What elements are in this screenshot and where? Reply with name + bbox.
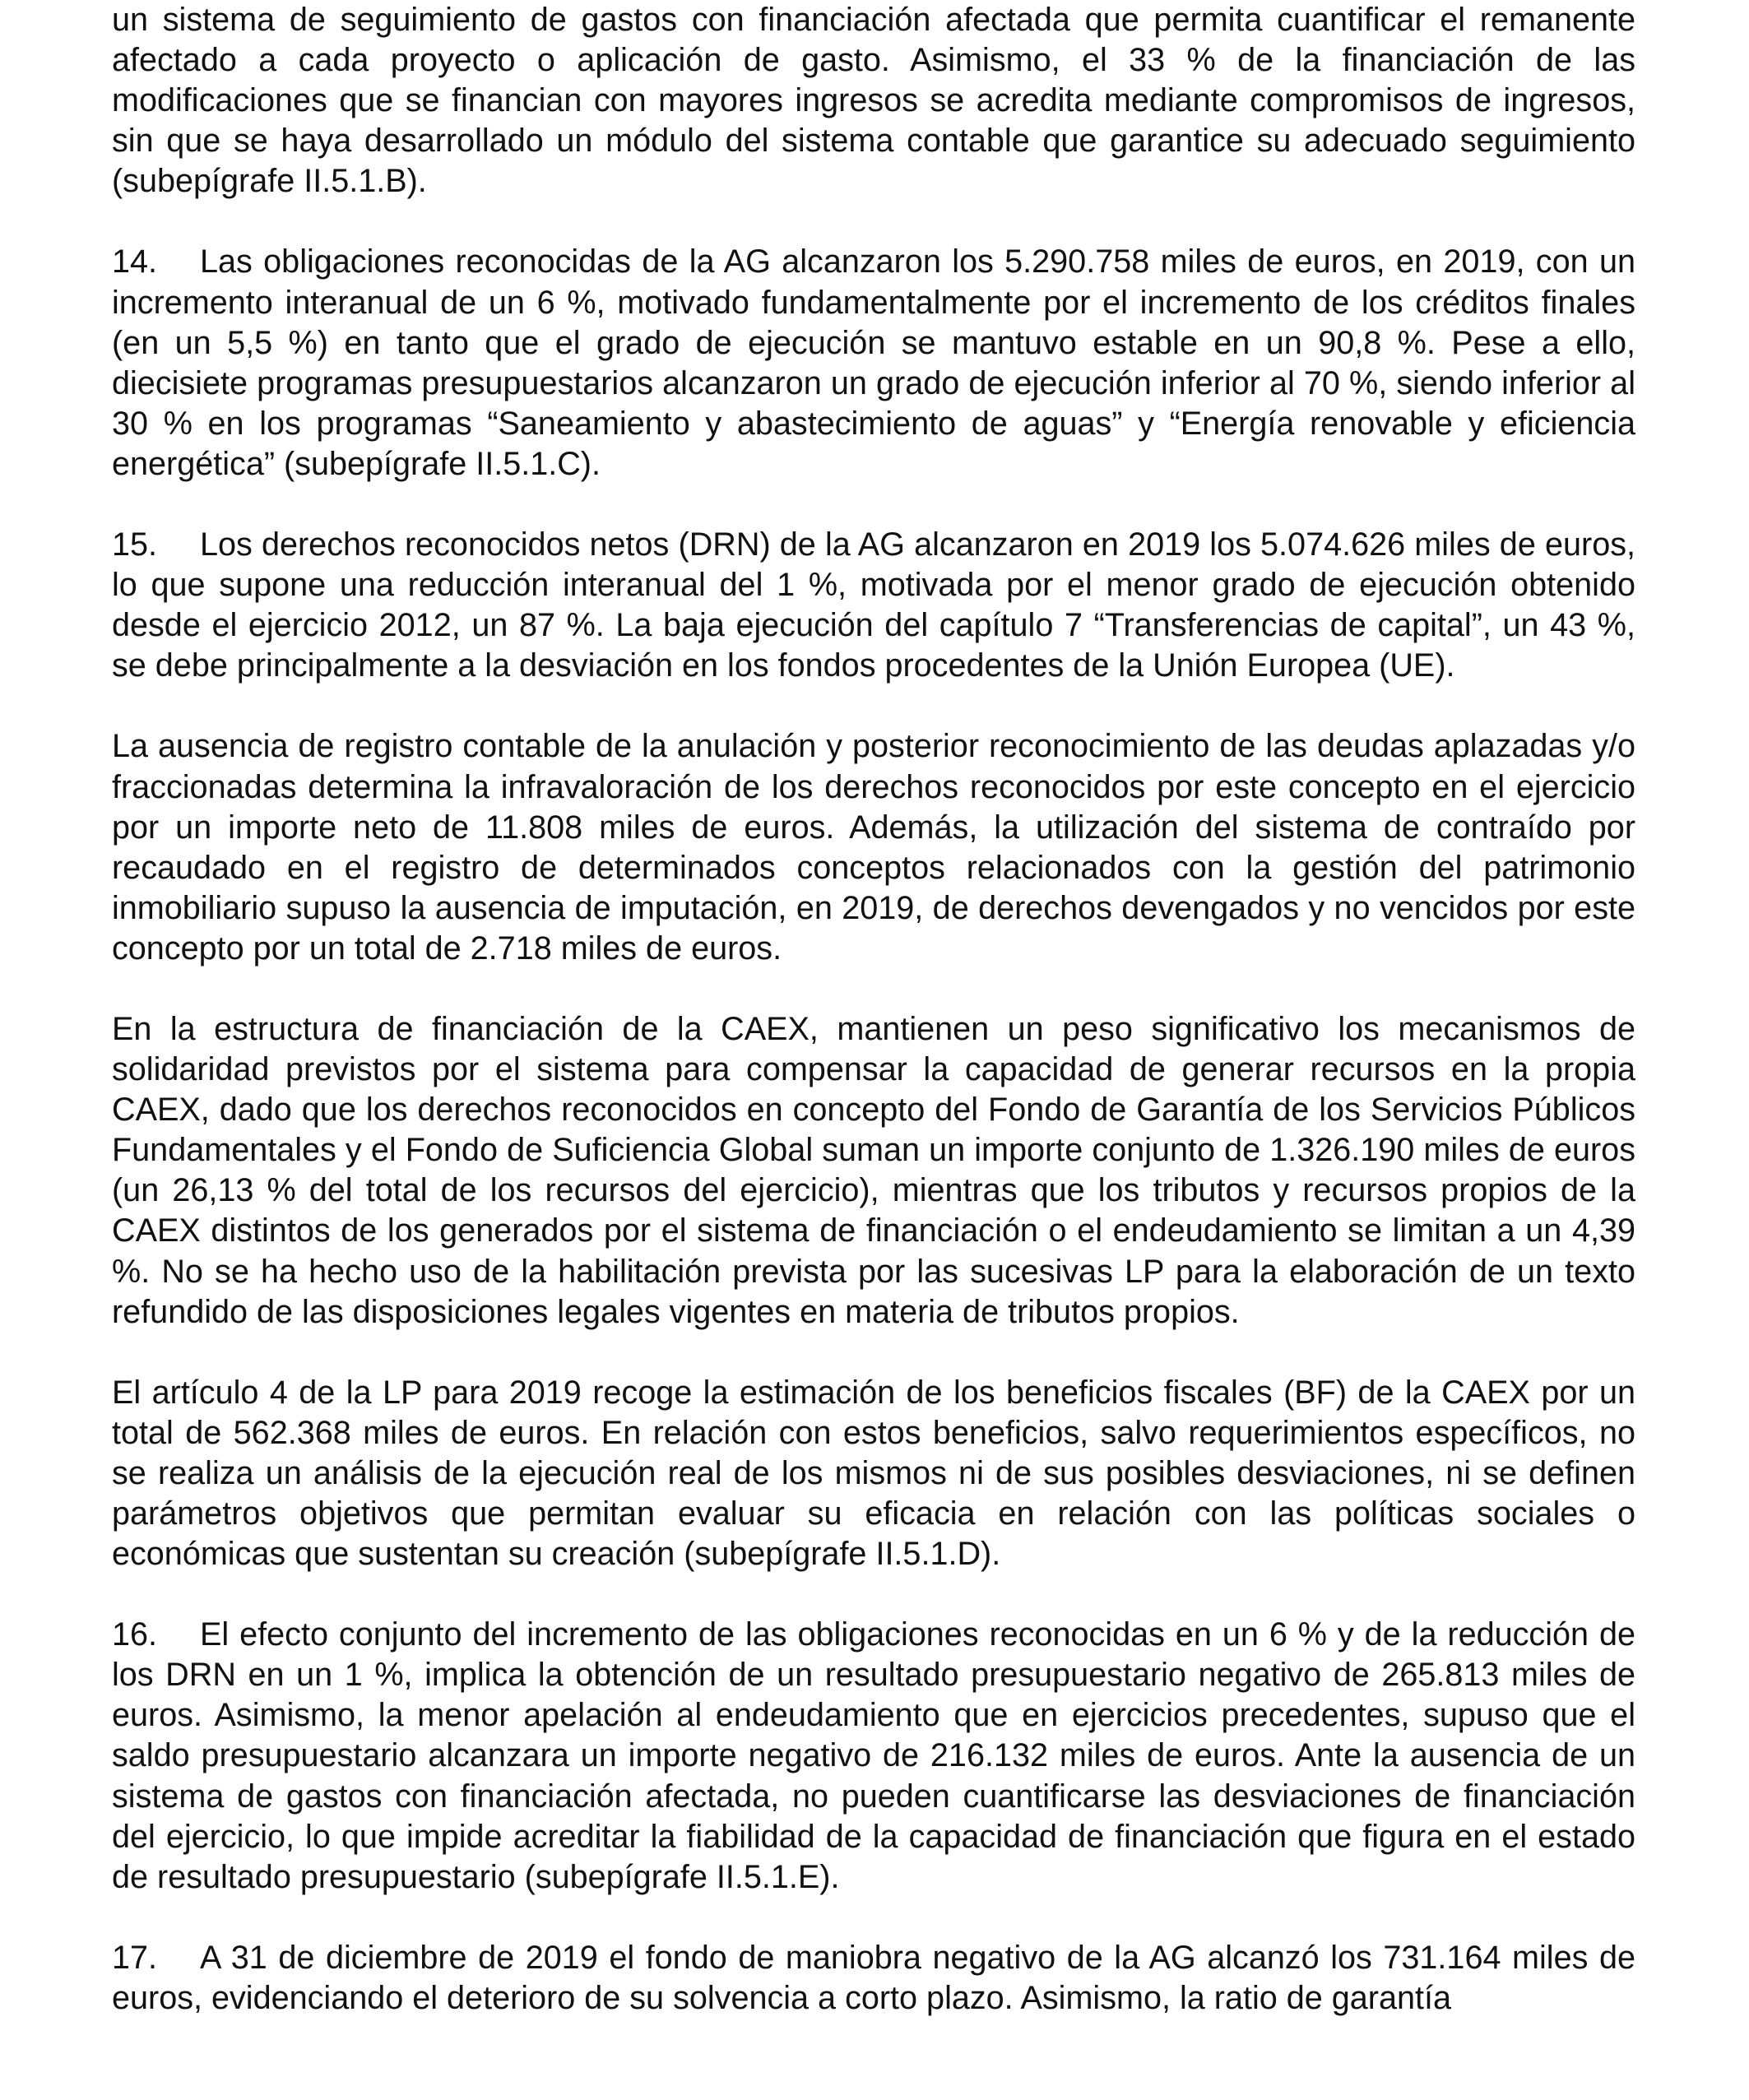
paragraph-text: A 31 de diciembre de 2019 el fondo de maniobra negativo de la AG alcanzó los 731.164 miles de euros, evidenciando el deterioro de su solvencia a corto plazo. Asimismo, la ratio de garantía — [112, 1939, 1635, 2016]
document-page — [112, 0, 1635, 2059]
paragraph-17 — [112, 1938, 1635, 2019]
paragraph-number: 14. — [112, 243, 158, 280]
paragraph-14 — [112, 242, 1635, 484]
paragraph-text: La ausencia de registro contable de la anulación y posterior reconocimiento de las deudas aplazadas y/o fraccionadas determina la infravaloración de los derechos reconocidos por este concepto en el ejercicio por un importe neto de 11.808 miles de euros. Además, la utilización del sistema de contraído por recaudado en el registro de determinados conceptos relacionados con la gestión del patrimonio inmobiliario supuso la ausencia de imputación, en 2019, de derechos devengados y no vencidos por este concepto por un total de 2.718 miles de euros. — [112, 728, 1635, 967]
paragraph-16 — [112, 1615, 1635, 1898]
paragraph-text: Los derechos reconocidos netos (DRN) de la AG alcanzaron en 2019 los 5.074.626 miles de euros, lo que supone una reducción interanual del 1 %, motivada por el menor grado de ejecución obtenido desde el ejercicio 2012, un 87 %. La baja ejecución del capítulo 7 “Transferencias de capital”, un 43 %, se debe principalmente a la desviación en los fondos procedentes de la Unión Europea (UE). — [112, 526, 1635, 684]
paragraph-number: 15. — [112, 526, 158, 563]
paragraph-text: Las obligaciones reconocidas de la AG alcanzaron los 5.290.758 miles de euros, en 2019, con un incremento interanual de un 6 %, motivado fundamentalmente por el incremento de los créditos finales (en un 5,5 %) en tanto que el grado de ejecución se mantuvo estable en un 90,8 %. Pese a ello, diecisiete programas presupuestarios alcanzaron un grado de ejecución inferior al 70 %, siendo inferior al 30 % en los programas “Saneamiento y abastecimiento de aguas” y “Energía renovable y eficiencia energética” (subepígrafe II.5.1.C). — [112, 243, 1635, 482]
paragraph-text: un sistema de seguimiento de gastos con financiación afectada que permita cuantificar el remanente afectado a cada proyecto o aplicación de gasto. Asimismo, el 33 % de la financiación de las modificaciones que se financian con mayores ingresos se acredita mediante compromisos de ingresos, sin que se haya desarrollado un módulo del sistema contable que garantice su adecuado seguimiento (subepígrafe II.5.1.B). — [112, 2, 1635, 200]
paragraph-number: 16. — [112, 1616, 158, 1653]
paragraph-15 — [112, 525, 1635, 686]
paragraph-beneficios-fiscales — [112, 1373, 1635, 1574]
paragraph-estructura-financiacion — [112, 1009, 1635, 1333]
paragraph-deudas-aplazadas — [112, 726, 1635, 969]
paragraph-text: El artículo 4 de la LP para 2019 recoge la estimación de los beneficios fiscales (BF) de la CAEX por un total de 562.368 miles de euros. En relación con estos beneficios, salvo requerimientos específicos, no se realiza un análisis de la ejecución real de los mismos ni de sus posibles desviaciones, ni se definen parámetros objetivos que permitan evaluar su eficacia en relación con las políticas sociales o económicas que sustentan su creación (subepígrafe II.5.1.D). — [112, 1374, 1635, 1573]
paragraph-text: En la estructura de financiación de la CAEX, mantienen un peso significativo los mecanismos de solidaridad previstos por el sistema para compensar la capacidad de generar recursos en la propia CAEX, dado que los derechos reconocidos en concepto del Fondo de Garantía de los Servicios Públicos Fundamentales y el Fondo de Suficiencia Global suman un importe conjunto de 1.326.190 miles de euros (un 26,13 % del total de los recursos del ejercicio), mientras que los tributos y recursos propios de la CAEX distintos de los generados por el sistema de financiación o el endeudamiento se limitan a un 4,39 %. No se ha hecho uso de la habilitación prevista por las sucesivas LP para la elaboración de un texto refundido de las disposiciones legales vigentes en materia de tributos propios. — [112, 1010, 1635, 1330]
paragraph-continuation — [112, 0, 1635, 202]
paragraph-text: El efecto conjunto del incremento de las obligaciones reconocidas en un 6 % y de la reducción de los DRN en un 1 %, implica la obtención de un resultado presupuestario negativo de 265.813 miles de euros. Asimismo, la menor apelación al endeudamiento que en ejercicios precedentes, supuso que el saldo presupuestario alcanzara un importe negativo de 216.132 miles de euros. Ante la ausencia de un sistema de gastos con financiación afectada, no pueden cuantificarse las desviaciones de financiación del ejercicio, lo que impide acreditar la fiabilidad de la capacidad de financiación que figura en el estado de resultado presupuestario (subepígrafe II.5.1.E). — [112, 1616, 1635, 1895]
paragraph-number: 17. — [112, 1939, 158, 1976]
